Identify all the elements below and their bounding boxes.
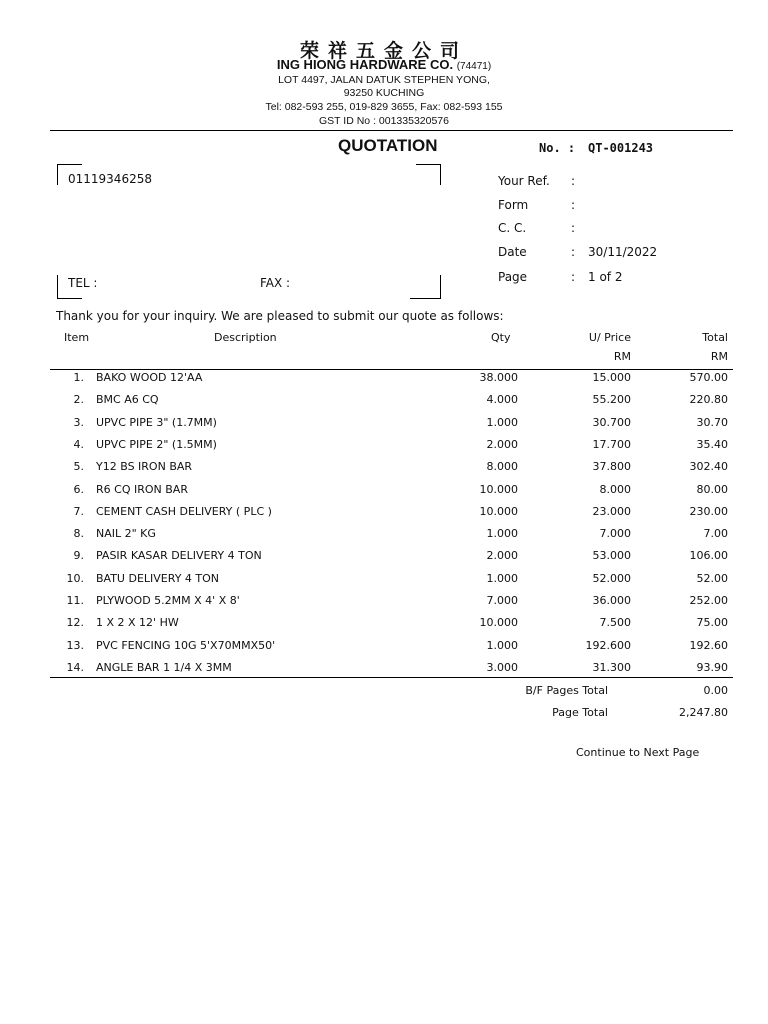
cell-qty: 4.000 [486, 393, 518, 407]
cell-qty: 1.000 [486, 638, 518, 652]
cell-price: 15.000 [592, 371, 631, 384]
col-header-total: Total [702, 331, 728, 344]
cell-description: Y12 BS IRON BAR [96, 460, 193, 474]
cell-qty: 1.000 [486, 527, 518, 541]
cell-item: 14. [66, 660, 84, 674]
cell-total: 106.00 [689, 549, 728, 563]
meta-colon: : [571, 198, 576, 212]
company-name: ING HIONG HARDWARE CO. [276, 57, 454, 72]
cell-description: R6 CQ IRON BAR [96, 482, 188, 496]
cell-price: 8.000 [599, 482, 631, 496]
meta-colon: : [571, 221, 576, 235]
cell-total: 52.00 [696, 571, 728, 585]
cell-price: 52.000 [592, 571, 631, 585]
address-box-corner-br [410, 275, 441, 299]
intro-text: Thank you for your inquiry. We are pleased to submit our quote as follows: [56, 309, 504, 323]
page-total-value: 2,247.80 [679, 706, 728, 719]
cell-item: 13. [66, 638, 84, 652]
cell-description: BATU DELIVERY 4 TON [96, 571, 220, 585]
cell-total: 570.00 [689, 371, 728, 384]
cell-description: BAKO WOOD 12'AA [96, 371, 203, 384]
col-header-item: Item [64, 331, 90, 344]
cell-item: 5. [73, 460, 84, 474]
company-address-line2: 93250 KUCHING [343, 87, 425, 99]
cell-qty: 10.000 [479, 482, 518, 496]
cell-total: 30.70 [696, 415, 728, 429]
cell-description: ANGLE BAR 1 1/4 X 3MM [96, 660, 232, 674]
cell-item: 6. [73, 482, 84, 496]
header-divider [50, 130, 733, 131]
cell-total: 80.00 [696, 482, 728, 496]
table-row [0, 594, 768, 616]
cell-item: 10. [66, 571, 84, 585]
cell-description: CEMENT CASH DELIVERY ( PLC ) [96, 504, 272, 518]
cell-price: 17.700 [592, 437, 631, 451]
address-box-corner-tr [416, 164, 441, 185]
meta-colon: : [571, 174, 576, 188]
table-row [0, 416, 768, 438]
cell-description: PASIR KASAR DELIVERY 4 TON [96, 549, 262, 563]
company-reg-no: (74471) [456, 61, 492, 72]
cell-item: 8. [73, 527, 84, 541]
cell-qty: 2.000 [486, 549, 518, 563]
cell-qty: 1.000 [486, 415, 518, 429]
cell-qty: 2.000 [486, 437, 518, 451]
col-header-total-unit: RM [710, 350, 728, 363]
cell-price: 55.200 [592, 393, 631, 407]
cell-total: 93.90 [696, 660, 728, 674]
customer-fax-label: FAX : [260, 276, 291, 290]
cell-price: 7.500 [599, 616, 631, 630]
cell-description: PVC FENCING 10G 5'X70MMX50' [96, 638, 276, 652]
cell-price: 30.700 [592, 415, 631, 429]
table-row [0, 460, 768, 482]
cell-qty: 1.000 [486, 571, 518, 585]
table-header-divider [50, 369, 733, 370]
cell-description: UPVC PIPE 2" (1.5MM) [96, 437, 217, 451]
cell-price: 53.000 [592, 549, 631, 563]
company-gst: GST ID No : 001335320576 [319, 115, 449, 127]
cell-item: 4. [73, 437, 84, 451]
meta-value-date: 30/11/2022 [588, 245, 658, 259]
cell-qty: 10.000 [479, 504, 518, 518]
cell-price: 192.600 [585, 638, 631, 652]
customer-tel-label: TEL : [68, 276, 98, 290]
cell-description: NAIL 2" KG [96, 527, 156, 541]
col-header-qty: Qty [491, 331, 511, 344]
cell-description: BMC A6 CQ [96, 393, 159, 407]
cell-total: 302.40 [689, 460, 728, 474]
table-row [0, 371, 768, 393]
cell-total: 75.00 [696, 616, 728, 630]
meta-label-cc: C. C. [498, 221, 527, 235]
customer-account: 01119346258 [68, 172, 152, 186]
company-name-line [0, 57, 768, 72]
cell-price: 36.000 [592, 594, 631, 607]
cell-total: 192.60 [689, 638, 728, 652]
cell-price: 31.300 [592, 660, 631, 674]
cell-description: UPVC PIPE 3" (1.7MM) [96, 415, 217, 429]
company-address-line1: LOT 4497, JALAN DATUK STEPHEN YONG, [278, 74, 490, 86]
table-row [0, 639, 768, 661]
company-contact: Tel: 082-593 255, 019-829 3655, Fax: 082-593 155 [265, 101, 503, 113]
cell-item: 1. [73, 371, 84, 384]
table-row [0, 483, 768, 505]
bf-pages-total-label: B/F Pages Total [525, 684, 608, 697]
quotation-no: QT-001243 [588, 141, 654, 155]
bf-pages-total-value: 0.00 [703, 684, 728, 697]
col-header-description: Description [214, 331, 277, 344]
company-chinese-name: 荣祥五金公司 [299, 40, 468, 62]
page-total-label: Page Total [552, 706, 608, 719]
cell-price: 7.000 [599, 527, 631, 541]
cell-description: 1 X 2 X 12' HW [96, 616, 179, 630]
cell-qty: 10.000 [479, 616, 518, 630]
cell-item: 2. [73, 393, 84, 407]
meta-label-your-ref: Your Ref. [498, 174, 550, 188]
cell-item: 11. [66, 594, 84, 607]
meta-label-date: Date [498, 245, 527, 259]
table-row [0, 661, 768, 683]
table-row [0, 527, 768, 549]
cell-qty: 3.000 [486, 660, 518, 674]
cell-total: 220.80 [689, 393, 728, 407]
meta-value-page: 1 of 2 [588, 270, 623, 284]
meta-label-page: Page [498, 270, 528, 284]
table-row [0, 438, 768, 460]
meta-colon: : [571, 270, 576, 284]
cell-item: 12. [66, 616, 84, 630]
cell-item: 3. [73, 415, 84, 429]
cell-qty: 8.000 [486, 460, 518, 474]
col-header-price: U/ Price [588, 331, 631, 344]
table-row [0, 393, 768, 415]
cell-price: 23.000 [592, 504, 631, 518]
cell-total: 230.00 [689, 504, 728, 518]
cell-total: 35.40 [696, 437, 728, 451]
meta-colon: : [571, 245, 576, 259]
cell-total: 252.00 [689, 594, 728, 607]
table-row [0, 572, 768, 594]
cell-qty: 7.000 [486, 594, 518, 607]
cell-item: 7. [73, 504, 84, 518]
continue-note: Continue to Next Page [576, 746, 700, 759]
cell-price: 37.800 [592, 460, 631, 474]
table-bottom-divider [50, 677, 733, 678]
table-row [0, 616, 768, 638]
table-row [0, 505, 768, 527]
document-title: QUOTATION [338, 136, 438, 155]
cell-description: PLYWOOD 5.2MM X 4' X 8' [96, 594, 240, 607]
meta-label-form: Form [498, 198, 529, 212]
cell-total: 7.00 [703, 527, 728, 541]
quotation-no-label: No. : [539, 141, 576, 155]
cell-qty: 38.000 [479, 371, 518, 384]
table-row [0, 549, 768, 571]
col-header-price-unit: RM [613, 350, 631, 363]
cell-item: 9. [73, 549, 84, 563]
